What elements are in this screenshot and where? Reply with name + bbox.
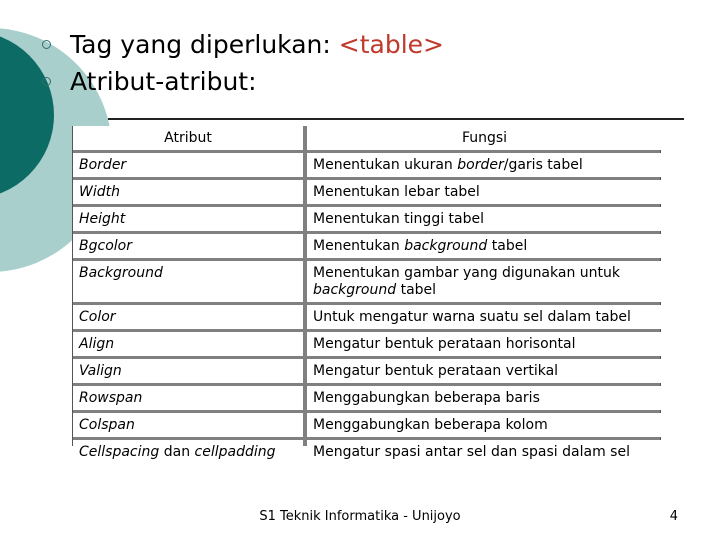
bullet-text-attributes: Atribut-atribut: [70,67,257,96]
attr-cellspacing: Cellspacing dan cellpadding [73,440,303,464]
bullet-item-attributes [42,63,444,100]
bullet-ring-icon [42,77,51,86]
func-border: Menentukan ukuran border/garis tabel [307,153,662,177]
attr-bgcolor: Bgcolor [73,234,303,258]
horizontal-rule [108,118,684,120]
attribute-table [72,126,661,460]
attr-align: Align [73,332,303,356]
header-fungsi: Fungsi [307,126,662,150]
attr-width: Width [73,180,303,204]
bullet-list [42,26,444,100]
func-height: Menentukan tinggi tabel [307,207,662,231]
attr-rowspan: Rowspan [73,386,303,410]
func-align: Mengatur bentuk perataan horisontal [307,332,662,356]
attr-valign: Valign [73,359,303,383]
func-width: Menentukan lebar tabel [307,180,662,204]
attr-color: Color [73,305,303,329]
attr-border: Border [73,153,303,177]
func-rowspan: Menggabungkan beberapa baris [307,386,662,410]
attr-height: Height [73,207,303,231]
bullet-ring-icon [42,40,51,49]
func-colspan: Menggabungkan beberapa kolom [307,413,662,437]
bullet-text-tag-prefix: Tag yang diperlukan: [70,30,331,59]
attr-background: Background [73,261,303,302]
func-color: Untuk mengatur warna suatu sel dalam tabel [307,305,662,329]
table-tag-text: <table> [338,30,444,59]
page-number: 4 [669,509,678,524]
footer-text: S1 Teknik Informatika - Unijoyo [259,509,461,524]
func-background: Menentukan gambar yang digunakan untuk background tabel [307,261,662,302]
func-valign: Mengatur bentuk perataan vertikal [307,359,662,383]
attr-colspan: Colspan [73,413,303,437]
header-atribut: Atribut [73,126,303,150]
bullet-item-tag [42,26,444,63]
func-bgcolor: Menentukan background tabel [307,234,662,258]
func-cellspacing: Mengatur spasi antar sel dan spasi dalam sel [307,440,662,464]
